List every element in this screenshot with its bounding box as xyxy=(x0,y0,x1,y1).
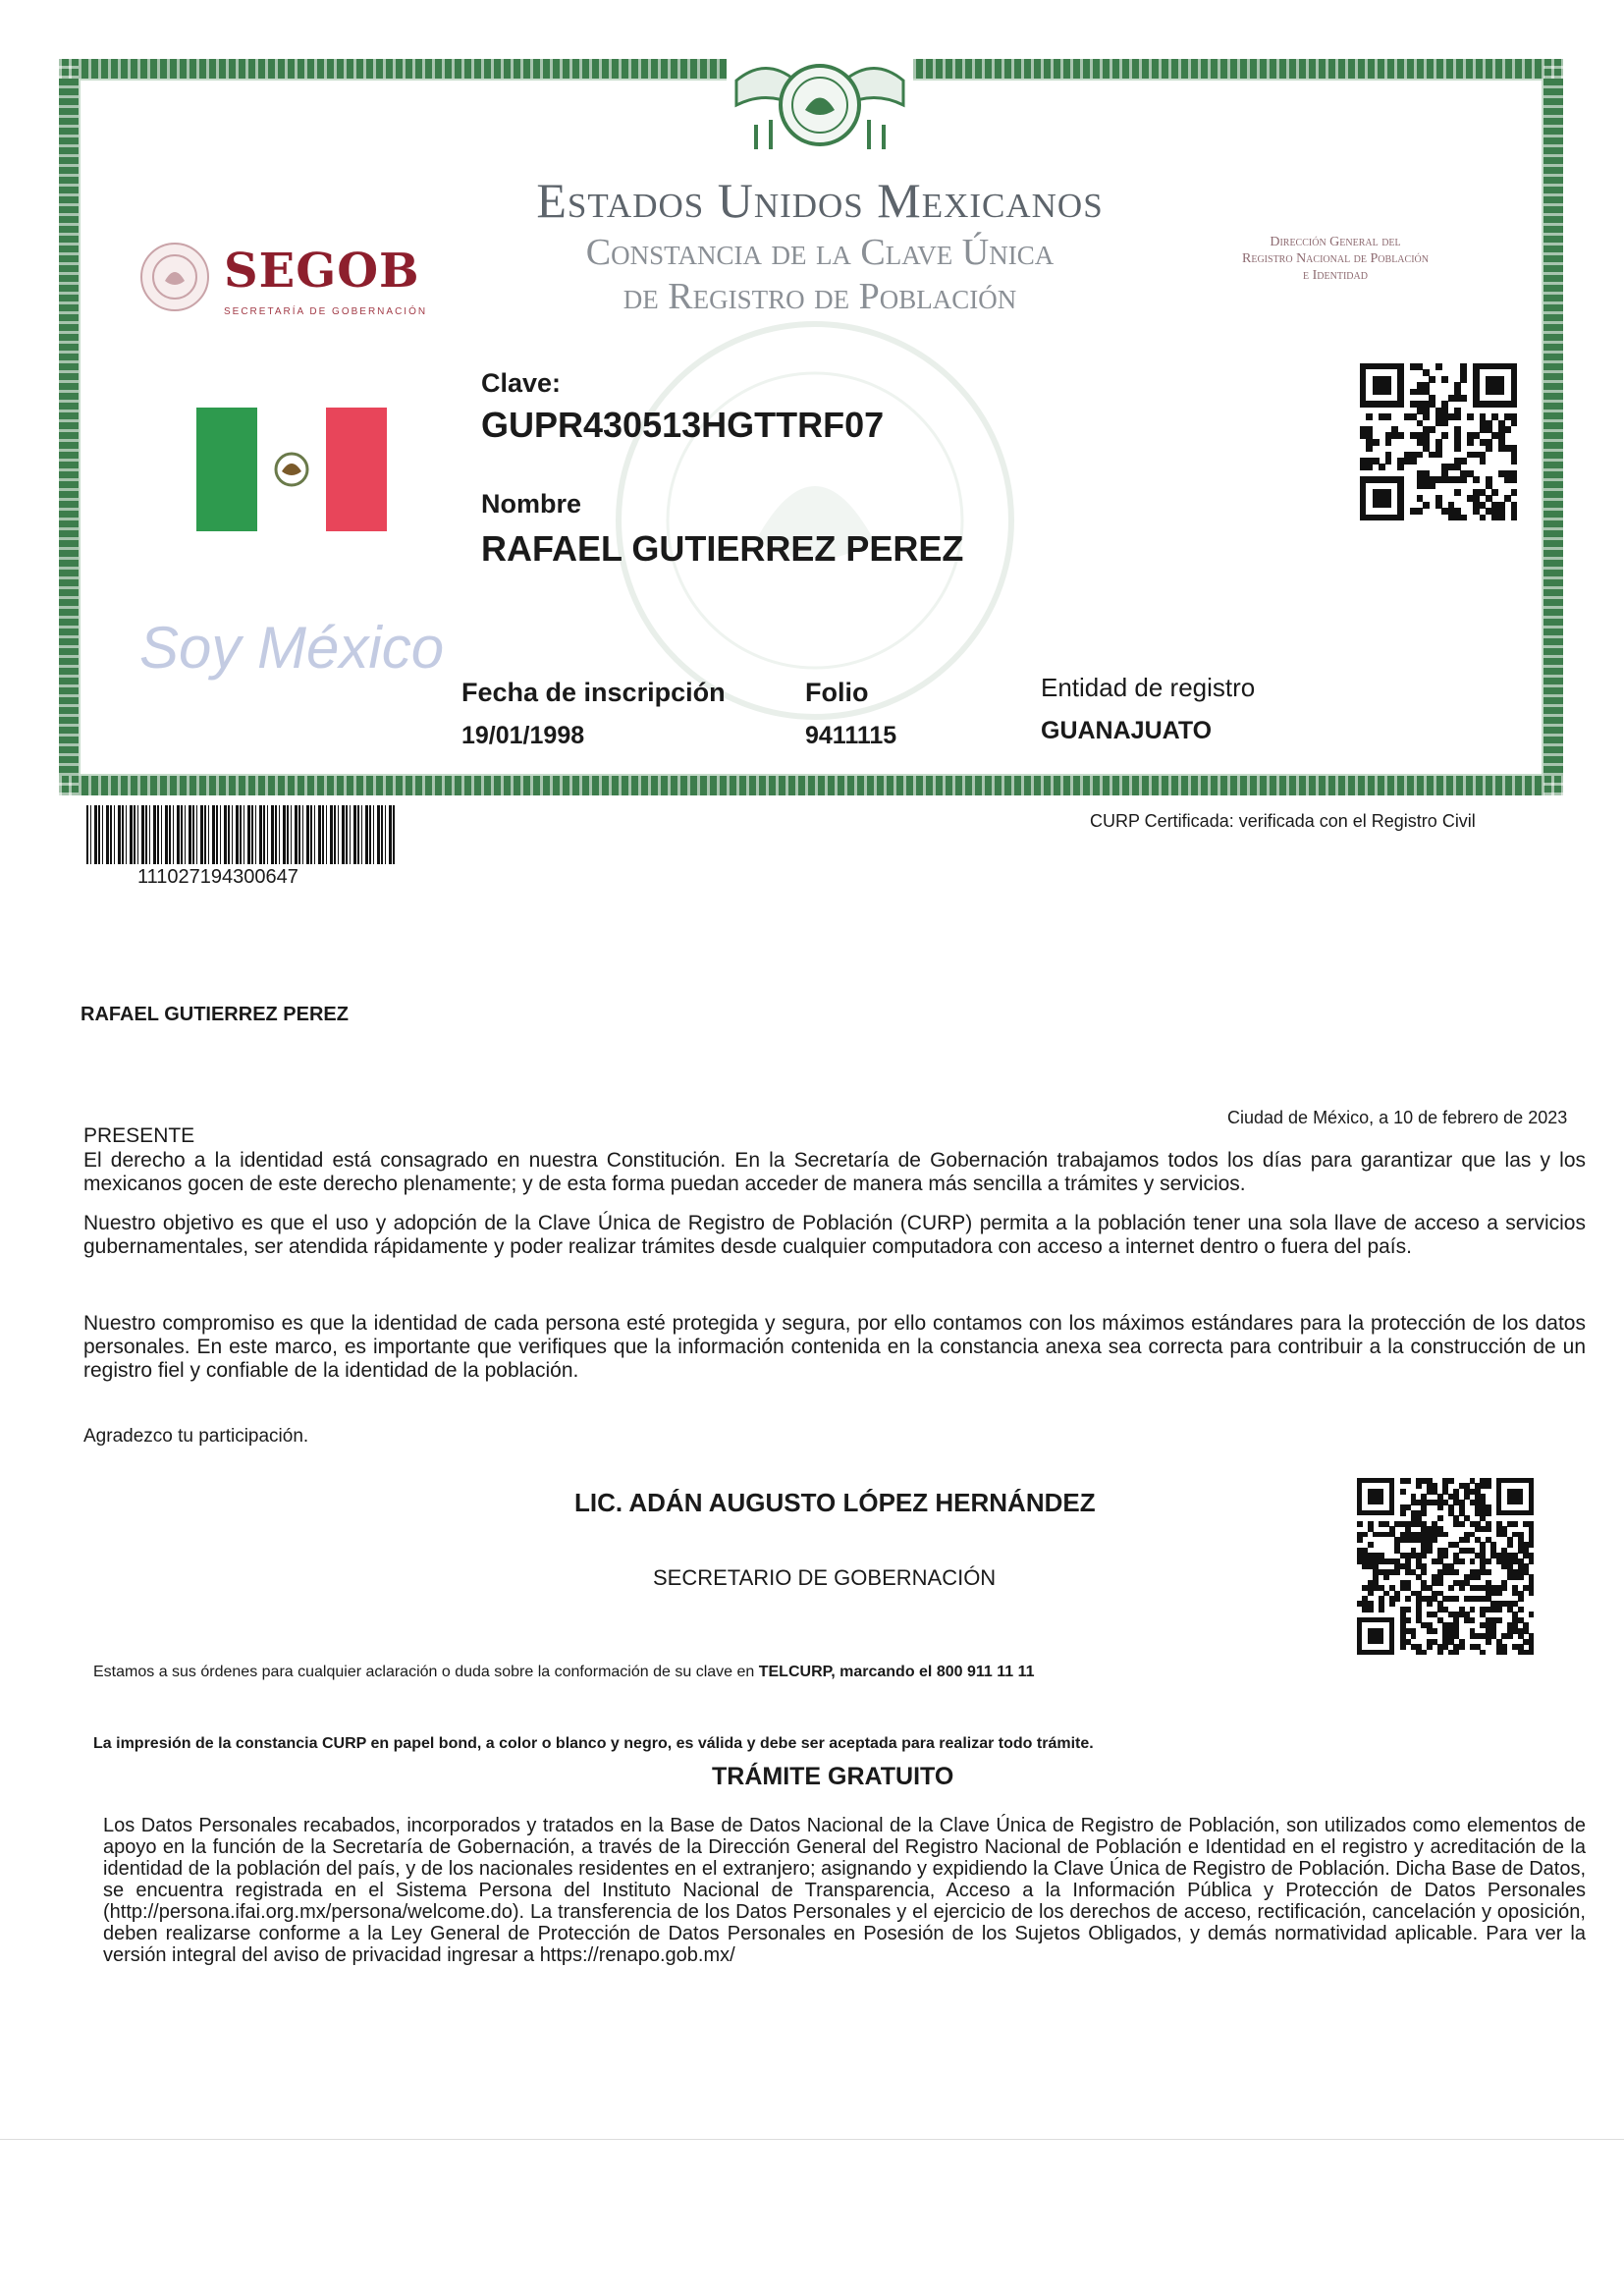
segob-subtitle: SECRETARÍA DE GOBERNACIÓN xyxy=(224,306,428,317)
entidad-registro-label: Entidad de registro xyxy=(1041,673,1256,702)
fecha-inscripcion-label: Fecha de inscripción xyxy=(461,678,726,707)
letter-city-date: Ciudad de México, a 10 de febrero de 2023 xyxy=(1227,1108,1568,1127)
curp-certificada-note: CURP Certificada: verificada con el Registro Civil xyxy=(1090,811,1476,831)
letter-thanks: Agradezco tu participación. xyxy=(83,1426,309,1447)
directorate-line: Dirección General del xyxy=(1270,235,1401,249)
bottom-divider xyxy=(0,2139,1624,2140)
document-title-line-1: Constancia de la Clave Única xyxy=(585,232,1055,273)
letter-presente: PRESENTE xyxy=(83,1124,195,1147)
signer-title: SECRETARIO DE GOBERNACIÓN xyxy=(653,1565,997,1590)
letter-paragraph: El derecho a la identidad está consagrado en nuestra Constitución. En la Secretaría de Gobernación trabajamos todos los días para garantizar que las y los mexicanos gocen de este derecho plenamente; y de esta forma puedan acceder de manera más sencilla a trámites y servicios. xyxy=(83,1149,1586,1195)
folio-value: 9411115 xyxy=(805,722,897,749)
letter-paragraph: Nuestro compromiso es que la identidad de cada persona esté protegida y segura, por ello contamos con los máximos estándares para la protección de los datos personales. En este marco, es importante que verifiques que la información contenida en la constancia anexa sea correcta para contribuir a la construcción de un registro fiel y confiable de la identidad de la población. xyxy=(83,1312,1586,1382)
watermark-seal xyxy=(609,314,1021,727)
border-pattern-left xyxy=(59,59,79,795)
signer-name: LIC. ADÁN AUGUSTO LÓPEZ HERNÁNDEZ xyxy=(574,1488,1096,1517)
barcode-number: 111027194300647 xyxy=(137,866,298,888)
telcurp-note xyxy=(93,1664,1035,1681)
letter-recipient: RAFAEL GUTIERREZ PEREZ xyxy=(81,1004,349,1025)
signature-qr-code xyxy=(1357,1478,1534,1655)
nombre-value: RAFAEL GUTIERREZ PEREZ xyxy=(481,528,964,569)
folio-label: Folio xyxy=(805,678,869,707)
entidad-registro-value: GUANAJUATO xyxy=(1041,717,1213,744)
clave-value: GUPR430513HGTTRF07 xyxy=(481,405,885,445)
telcurp-text: Estamos a sus órdenes para cualquier aclaración o duda sobre la conformación de su clave en xyxy=(93,1664,755,1680)
clave-label: Clave: xyxy=(481,368,562,398)
nombre-label: Nombre xyxy=(481,489,582,519)
fecha-inscripcion-value: 19/01/1998 xyxy=(461,722,585,749)
directorate-name xyxy=(1178,234,1492,284)
border-pattern-bottom xyxy=(59,776,1563,795)
directorate-line: e Identidad xyxy=(1303,268,1368,283)
curp-certificate xyxy=(59,59,1563,795)
letter-paragraph: Nuestro objetivo es que el uso y adopción de la Clave Única de Registro de Población (CURP) permita a la población tener una sola llave de acceso a servicios gubernamentales, ser atendida rápidamente y poder realizar trámites desde cualquier computadora con acceso a internet dentro o fuera del país. xyxy=(83,1212,1586,1258)
document-title-line-2: de Registro de Población xyxy=(623,276,1017,317)
barcode xyxy=(86,805,396,864)
directorate-line: Registro Nacional de Población xyxy=(1242,251,1429,266)
national-crest-emblem xyxy=(727,51,913,159)
bond-paper-note: La impresión de la constancia CURP en papel bond, a color o blanco y negro, es válida y debe ser aceptada para realizar todo trámite. xyxy=(93,1735,1094,1752)
border-pattern-right xyxy=(1543,59,1563,795)
tramite-gratuito: TRÁMITE GRATUITO xyxy=(712,1763,954,1790)
soy-mexico-watermark: Soy México xyxy=(139,615,445,681)
privacy-notice: Los Datos Personales recabados, incorporados y tratados en la Base de Datos Nacional de la Clave Única de Registro de Población, son utilizados como elementos de apoyo en la función de la Secretaría de Gobernación, a través de la Dirección General del Registro Nacional de Población e Identidad en el registro y acreditación de la identidad de la población del país, y de los nacionales residentes en el extranjero; asignando y expidiendo la Clave Única de Registro de Población. Dicha Base de Datos, se encuentra registrada en el Sistema Persona del Instituto Nacional de Transparencia, Acceso a la Información Pública y Protección de Datos Personales (http://persona.ifai.org.mx/persona/welcome.do). La transferencia de los Datos Personales y el ejercicio de los derechos de acceso, rectificación, cancelación y oposición, deben realizarse conforme a la Ley General de Protección de Datos Personales en Posesión de los Sujetos Obligados, y demás normatividad aplicable. Para ver la versión integral del aviso de privacidad ingresar a https://renapo.gob.mx/ xyxy=(103,1815,1586,1966)
certificate-qr-code xyxy=(1360,363,1517,520)
segob-logo xyxy=(137,226,452,324)
country-title: Estados Unidos Mexicanos xyxy=(536,173,1104,228)
mexican-flag-icon xyxy=(196,408,387,531)
segob-wordmark: SEGOB xyxy=(224,244,420,299)
telcurp-phone: TELCURP, marcando el 800 911 11 11 xyxy=(758,1664,1035,1680)
segob-seal-icon xyxy=(137,240,212,314)
